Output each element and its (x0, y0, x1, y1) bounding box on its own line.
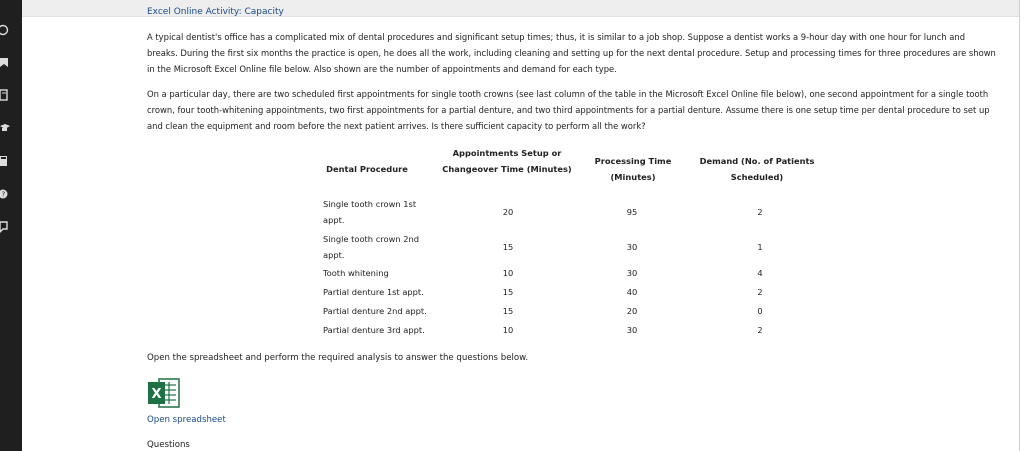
help-icon[interactable] (0, 187, 10, 201)
table-cell-demand: 2 (757, 325, 763, 335)
instruction-text: Open the spreadsheet and perform the required analysis to answer the questions below. (147, 353, 529, 363)
excel-icon[interactable] (147, 377, 181, 409)
header-setup-time: Appointments Setup or Changeover Time (Minutes) (442, 148, 572, 174)
graduation-cap-icon[interactable] (0, 121, 10, 135)
table-cell-setup: 15 (502, 287, 514, 297)
table-cell-demand: 4 (757, 268, 763, 278)
table-row-procedure: Partial denture 2nd appt. (323, 306, 427, 316)
table-row-procedure: Partial denture 1st appt. (323, 287, 424, 297)
table-row-procedure: Tooth whitening (323, 268, 389, 278)
table-cell-processing: 20 (626, 306, 638, 316)
header-procedure: Dental Procedure (326, 164, 408, 174)
table-cell-setup: 15 (502, 242, 514, 252)
header-processing-time: Processing Time (Minutes) (594, 156, 672, 182)
table-cell-processing: 40 (626, 287, 638, 297)
table-row-procedure: Partial denture 3rd appt. (323, 325, 425, 335)
svg-text:X: X (151, 387, 162, 402)
table-cell-demand: 1 (757, 242, 763, 252)
flag-icon[interactable] (0, 220, 10, 234)
table-cell-setup: 10 (502, 325, 514, 335)
table-row-procedure: Single tooth crown 2nd appt. (323, 234, 420, 260)
svg-text:?: ? (1, 190, 6, 199)
table-cell-demand: 2 (757, 207, 763, 217)
problem-paragraph-2: On a particular day, there are two scheduled first appointments for single tooth crowns (see last column of the table in the Microsoft Excel Online file below), one second appointment for a single tooth crown, four tooth-whitening appointments, two first appointments for a partial denture, and two third appointments for a partial denture. Assume there is one setup time per dental procedure to set up and clean the equipment and room before the next patient arrives. Is there sufficient capacity to perform all the work? (147, 89, 990, 131)
table-cell-setup: 15 (502, 306, 514, 316)
activity-title: Excel Online Activity: Capacity (147, 7, 284, 17)
clock-icon[interactable] (0, 23, 10, 37)
left-sidebar (0, 0, 22, 451)
table-cell-processing: 30 (626, 242, 638, 252)
right-border (1019, 0, 1020, 451)
header-demand: Demand (No. of Patients Scheduled) (699, 156, 815, 182)
open-spreadsheet-link[interactable]: Open spreadsheet (147, 415, 226, 425)
table-row-procedure: Single tooth crown 1st appt. (323, 199, 417, 225)
table-cell-demand: 0 (757, 306, 763, 316)
table-cell-processing: 30 (626, 268, 638, 278)
table-cell-demand: 2 (757, 287, 763, 297)
questions-heading: Questions (147, 440, 190, 450)
table-cell-processing: 95 (626, 207, 638, 217)
table-cell-setup: 10 (502, 268, 514, 278)
calculator-icon[interactable] (0, 154, 10, 168)
table-cell-setup: 20 (502, 207, 514, 217)
table-cell-processing: 30 (626, 325, 638, 335)
bookmark-icon[interactable] (0, 56, 10, 70)
book-icon[interactable] (0, 88, 10, 102)
problem-paragraph-1: A typical dentist's office has a complicated mix of dental procedures and significant setup times; thus, it is similar to a job shop. Suppose a dentist works a 9-hour day with one hour for lunch and breaks. During the first six months the practice is open, he does all the work, including cleaning and setting up for the next dental procedure. Setup and processing times for three procedures are shown in the Microsoft Excel Online file below. Also shown are the number of appointments and demand for each type. (147, 32, 996, 74)
